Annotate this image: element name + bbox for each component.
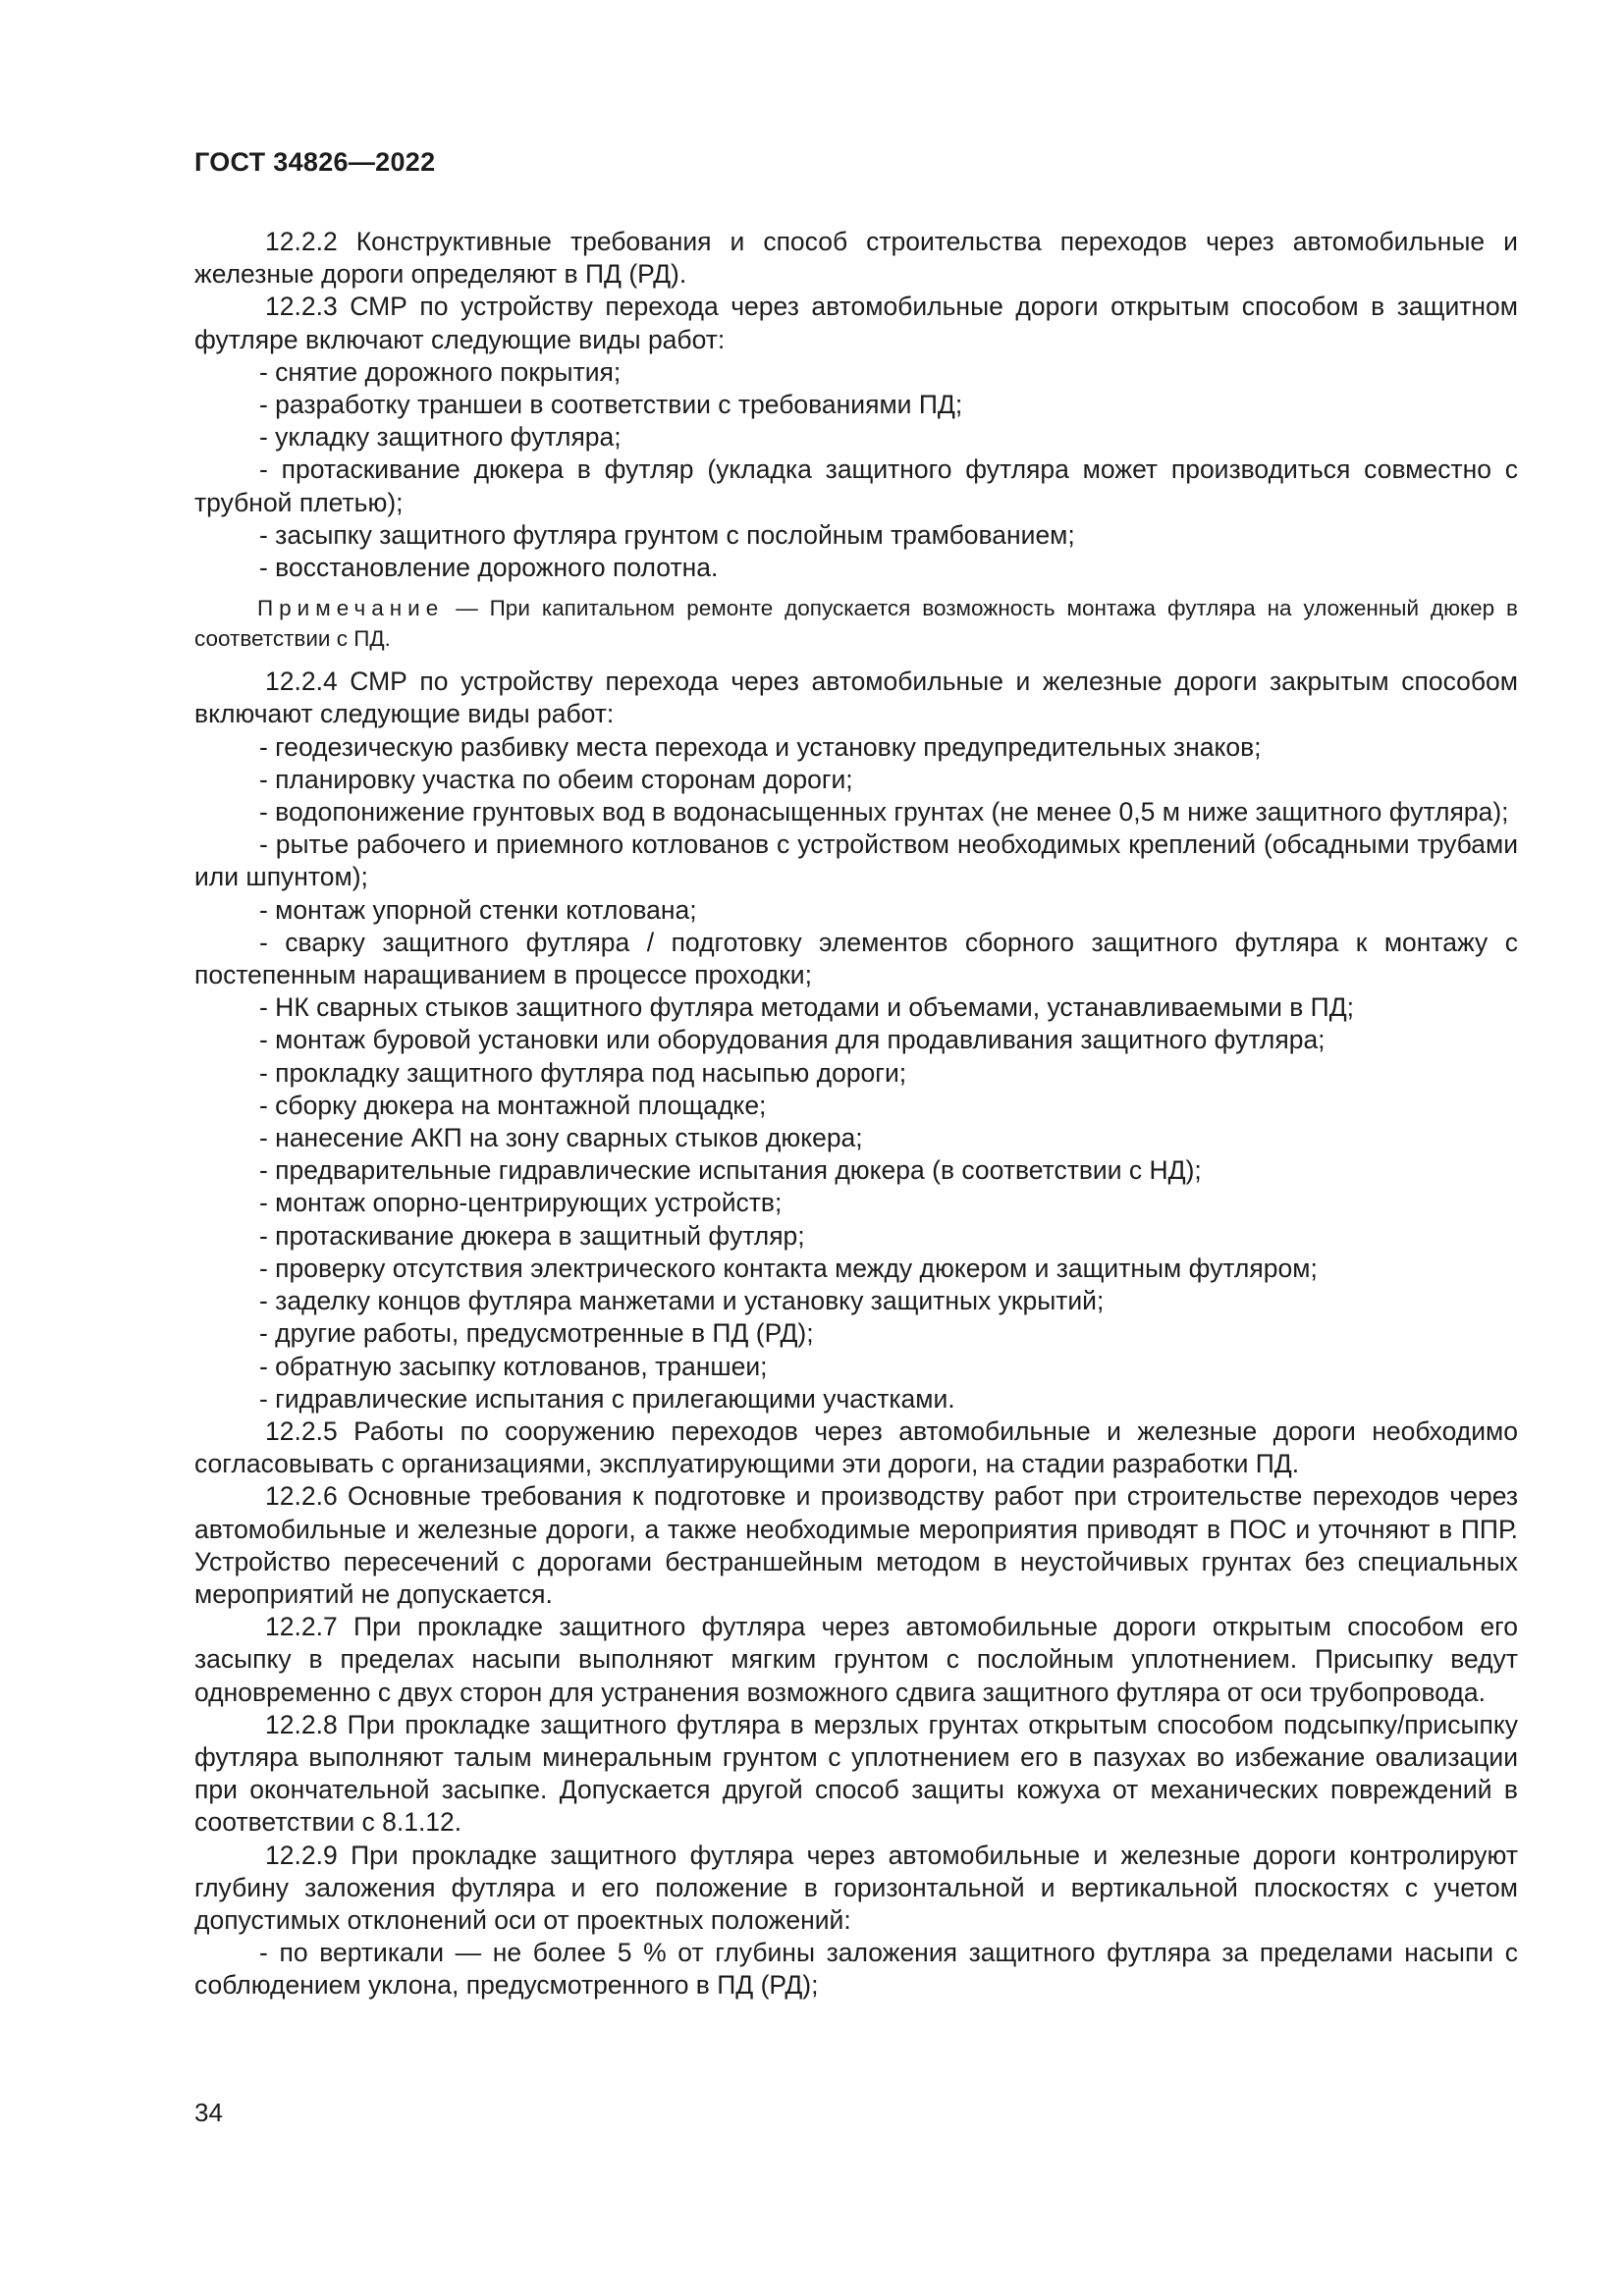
list-item: - по вертикали — не более 5 % от глубины заложения защитного футляра за пределами насыпи с соблюдением уклона, предусмотренного в ПД (РД); bbox=[194, 1938, 1518, 2001]
list-item: - НК сварных стыков защитного футляра методами и объемами, устанавливаемыми в ПД; bbox=[259, 992, 1355, 1023]
list-item: - протаскивание дюкера в футляр (укладка защитного футляра может производиться совместно с трубной плетью); bbox=[194, 454, 1518, 517]
list-item: - водопонижение грунтовых вод в водонасыщенных грунтах (не менее 0,5 м ниже защитного футляра); bbox=[259, 797, 1509, 828]
document-header: ГОСТ 34826—2022 bbox=[194, 147, 436, 177]
page-number: 34 bbox=[194, 2098, 223, 2127]
paragraph: 12.2.4 СМР по устройству перехода через автомобильные и железные дороги закрытым способом включают следующие виды работ: bbox=[194, 667, 1518, 729]
list-item: - гидравлические испытания с прилегающими участками. bbox=[259, 1383, 955, 1414]
list-item: - снятие дорожного покрытия; bbox=[259, 356, 622, 387]
note-label: Примечание bbox=[257, 596, 445, 621]
note-text: — При капитальном ремонте допускается возможность монтажа футляра на уложенный дюкер в соответствии с ПД. bbox=[194, 596, 1518, 652]
list-item: - разработку траншеи в соответствии с требованиями ПД; bbox=[259, 390, 963, 420]
list-item: - сборку дюкера на монтажной площадке; bbox=[259, 1090, 767, 1120]
document-body bbox=[194, 226, 1518, 2002]
list-item: - сварку защитного футляра / подготовку элементов сборного защитного футляра к монтажу с постепенным наращиванием в процессе проходки; bbox=[194, 927, 1518, 990]
paragraph: 12.2.2 Конструктивные требования и способ строительства переходов через автомобильные и железные дороги определяют в ПД (РД). bbox=[194, 227, 1518, 290]
list-item: - монтаж буровой установки или оборудования для продавливания защитного футляра; bbox=[259, 1025, 1326, 1055]
paragraph: 12.2.5 Работы по сооружению переходов через автомобильные и железные дороги необходимо согласовывать с организациями, эксплуатирующими эти дороги, на стадии разработки ПД. bbox=[194, 1415, 1518, 1479]
list-item: - засыпку защитного футляра грунтом с послойным трамбованием; bbox=[259, 519, 1075, 550]
list-item: - рытье рабочего и приемного котлованов с устройством необходимых креплений (обсадными трубами или шпунтом); bbox=[194, 829, 1518, 892]
list-item: - восстановление дорожного полотна. bbox=[259, 553, 719, 583]
note bbox=[194, 593, 1518, 654]
list-item: - заделку концов футляра манжетами и установку защитных укрытий; bbox=[259, 1286, 1105, 1316]
list-item: - укладку защитного футляра; bbox=[259, 422, 622, 453]
list-item: - протаскивание дюкера в защитный футляр; bbox=[259, 1220, 805, 1251]
list-item: - предварительные гидравлические испытания дюкера (в соответствии с НД); bbox=[259, 1155, 1202, 1186]
paragraph: 12.2.6 Основные требования к подготовке и производству работ при строительстве переходов через автомобильные и железные дороги, а также необходимые мероприятия приводят в ПОС и уточняют в ППР. Устройство пересечений с дорогами бестраншейным методом в неустойчивых грунтах без специальных мероприятий не допускается. bbox=[194, 1481, 1518, 1609]
list-item: - геодезическую разбивку места перехода и установку предупредительных знаков; bbox=[259, 731, 1262, 762]
list-item: - монтаж упорной стенки котлована; bbox=[259, 894, 697, 925]
paragraph: 12.2.3 СМР по устройству перехода через автомобильные дороги открытым способом в защитном футляре включают следующие виды работ: bbox=[194, 292, 1518, 354]
list-item: - планировку участка по обеим сторонам дороги; bbox=[259, 764, 853, 794]
paragraph: 12.2.7 При прокладке защитного футляра через автомобильные дороги открытым способом его засыпку в пределах насыпи выполняют мягким грунтом с послойным уплотнением. Присыпку ведут одновременно с двух сторон для устранения возможного сдвига защитного футляра от оси трубопровода. bbox=[194, 1612, 1518, 1707]
paragraph: 12.2.8 При прокладке защитного футляра в мерзлых грунтах открытым способом подсыпку/присыпку футляра выполняют талым минеральным грунтом с уплотнением его в пазухах во избежание овализации при окончательной засыпке. Допускается другой способ защиты кожуха от механических повреждений в соответствии с 8.1.12. bbox=[194, 1709, 1518, 1838]
list-item: - нанесение АКП на зону сварных стыков дюкера; bbox=[259, 1123, 863, 1153]
list-item: - обратную засыпку котлованов, траншеи; bbox=[259, 1351, 768, 1381]
list-item: - проверку отсутствия электрического контакта между дюкером и защитным футляром; bbox=[259, 1253, 1318, 1283]
list-item: - монтаж опорно-центрирующих устройств; bbox=[259, 1188, 783, 1218]
list-item: - прокладку защитного футляра под насыпью дороги; bbox=[259, 1057, 907, 1088]
paragraph: 12.2.9 При прокладке защитного футляра через автомобильные и железные дороги контролируют глубину заложения футляра и его положение в горизонтальной и вертикальной плоскостях с учетом допустимых отклонений оси от проектных положений: bbox=[194, 1840, 1518, 1935]
list-item: - другие работы, предусмотренные в ПД (РД); bbox=[259, 1318, 814, 1349]
